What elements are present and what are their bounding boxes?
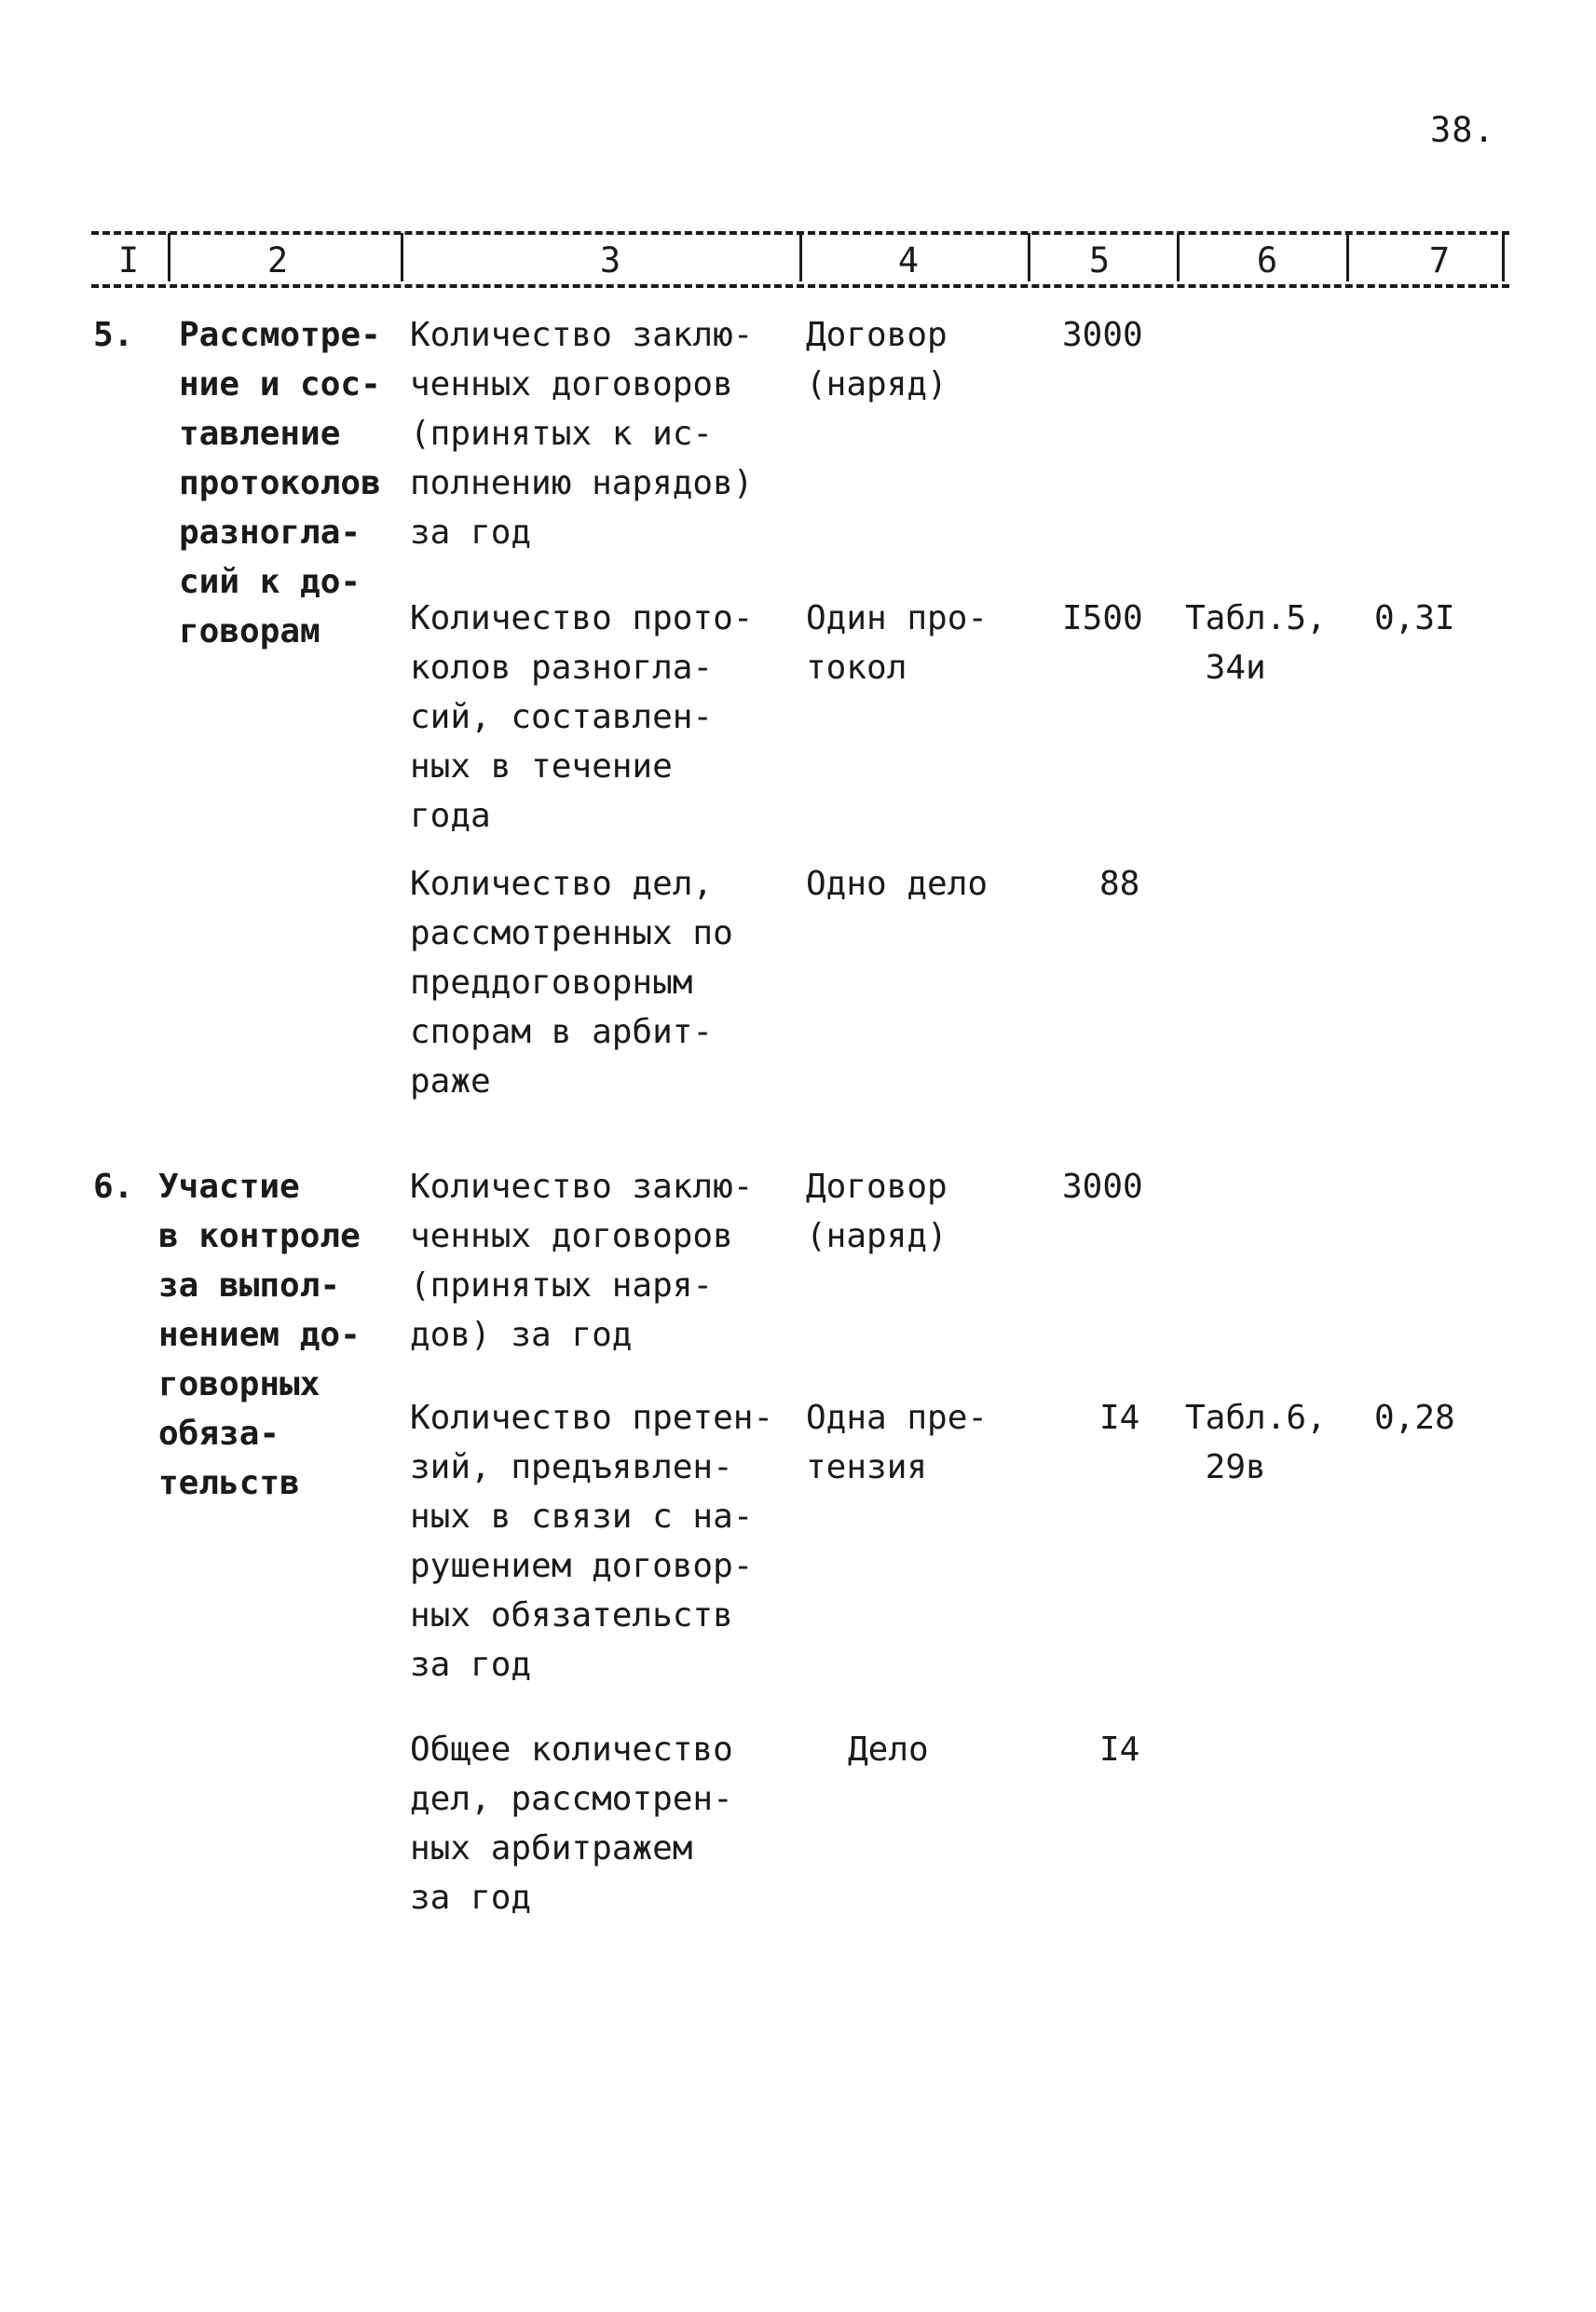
factor-value: I4 — [1099, 1399, 1140, 1437]
column-separator — [799, 233, 802, 281]
unit-of-measure: Договор (наряд) — [806, 316, 948, 404]
factor-description: Общее количество дел, рассмотрен- ных арбитражем за год — [410, 1731, 733, 1917]
factor-value: 3000 — [1062, 1168, 1143, 1206]
unit-of-measure: Дело — [848, 1731, 929, 1769]
column-number-7: 7 — [1428, 240, 1451, 280]
factor-value: I500 — [1062, 599, 1143, 637]
row-number: 5. — [93, 316, 134, 354]
work-description: Рассмотре- ние и сос- тавление протоколов разногла- сий к до- говорам — [179, 316, 381, 650]
column-separator — [1346, 233, 1349, 281]
factor-value: 3000 — [1062, 316, 1143, 354]
factor-description: Количество дел, рассмотренных по преддоговорным спорам в арбит- раже — [410, 865, 733, 1101]
source-reference: Табл.6, 29в — [1185, 1399, 1327, 1486]
page-number: 38. — [1430, 110, 1495, 150]
column-number-2: 2 — [266, 240, 289, 280]
row-number: 6. — [93, 1168, 134, 1206]
unit-of-measure: Один про- токол — [806, 599, 989, 687]
factor-value: 88 — [1099, 865, 1140, 903]
factor-description: Количество претен- зий, предъявлен- ных в связи с на- рушением договор- ных обязательств за год — [410, 1399, 774, 1684]
column-separator — [401, 233, 403, 281]
norm-value: 0,28 — [1374, 1399, 1455, 1437]
unit-of-measure: Одна пре- тензия — [806, 1399, 989, 1486]
column-separator — [1177, 233, 1180, 281]
header-bottom-rule — [91, 284, 1509, 288]
factor-description: Количество заклю- ченных договоров (принятых наря- дов) за год — [410, 1168, 754, 1354]
column-number-6: 6 — [1256, 240, 1278, 280]
factor-value: I4 — [1099, 1731, 1140, 1769]
work-description: Участие в контроле за выпол- нением до- говорных обяза- тельств — [158, 1168, 361, 1502]
column-number-5: 5 — [1088, 240, 1111, 280]
unit-of-measure: Договор (наряд) — [806, 1168, 948, 1255]
column-separator — [168, 233, 171, 281]
norm-value: 0,3I — [1374, 599, 1455, 637]
factor-description: Количество заклю- ченных договоров (принятых к ис- полнению нарядов) за год — [410, 316, 754, 552]
column-separator — [1028, 233, 1030, 281]
unit-of-measure: Одно дело — [806, 865, 989, 903]
column-number-1: I — [117, 240, 140, 280]
column-number-3: 3 — [599, 240, 621, 280]
factor-description: Количество прото- колов разногла- сий, составлен- ных в течение года — [410, 599, 754, 835]
source-reference: Табл.5, 34и — [1185, 599, 1327, 687]
column-separator — [1502, 233, 1505, 281]
column-number-4: 4 — [897, 240, 920, 280]
